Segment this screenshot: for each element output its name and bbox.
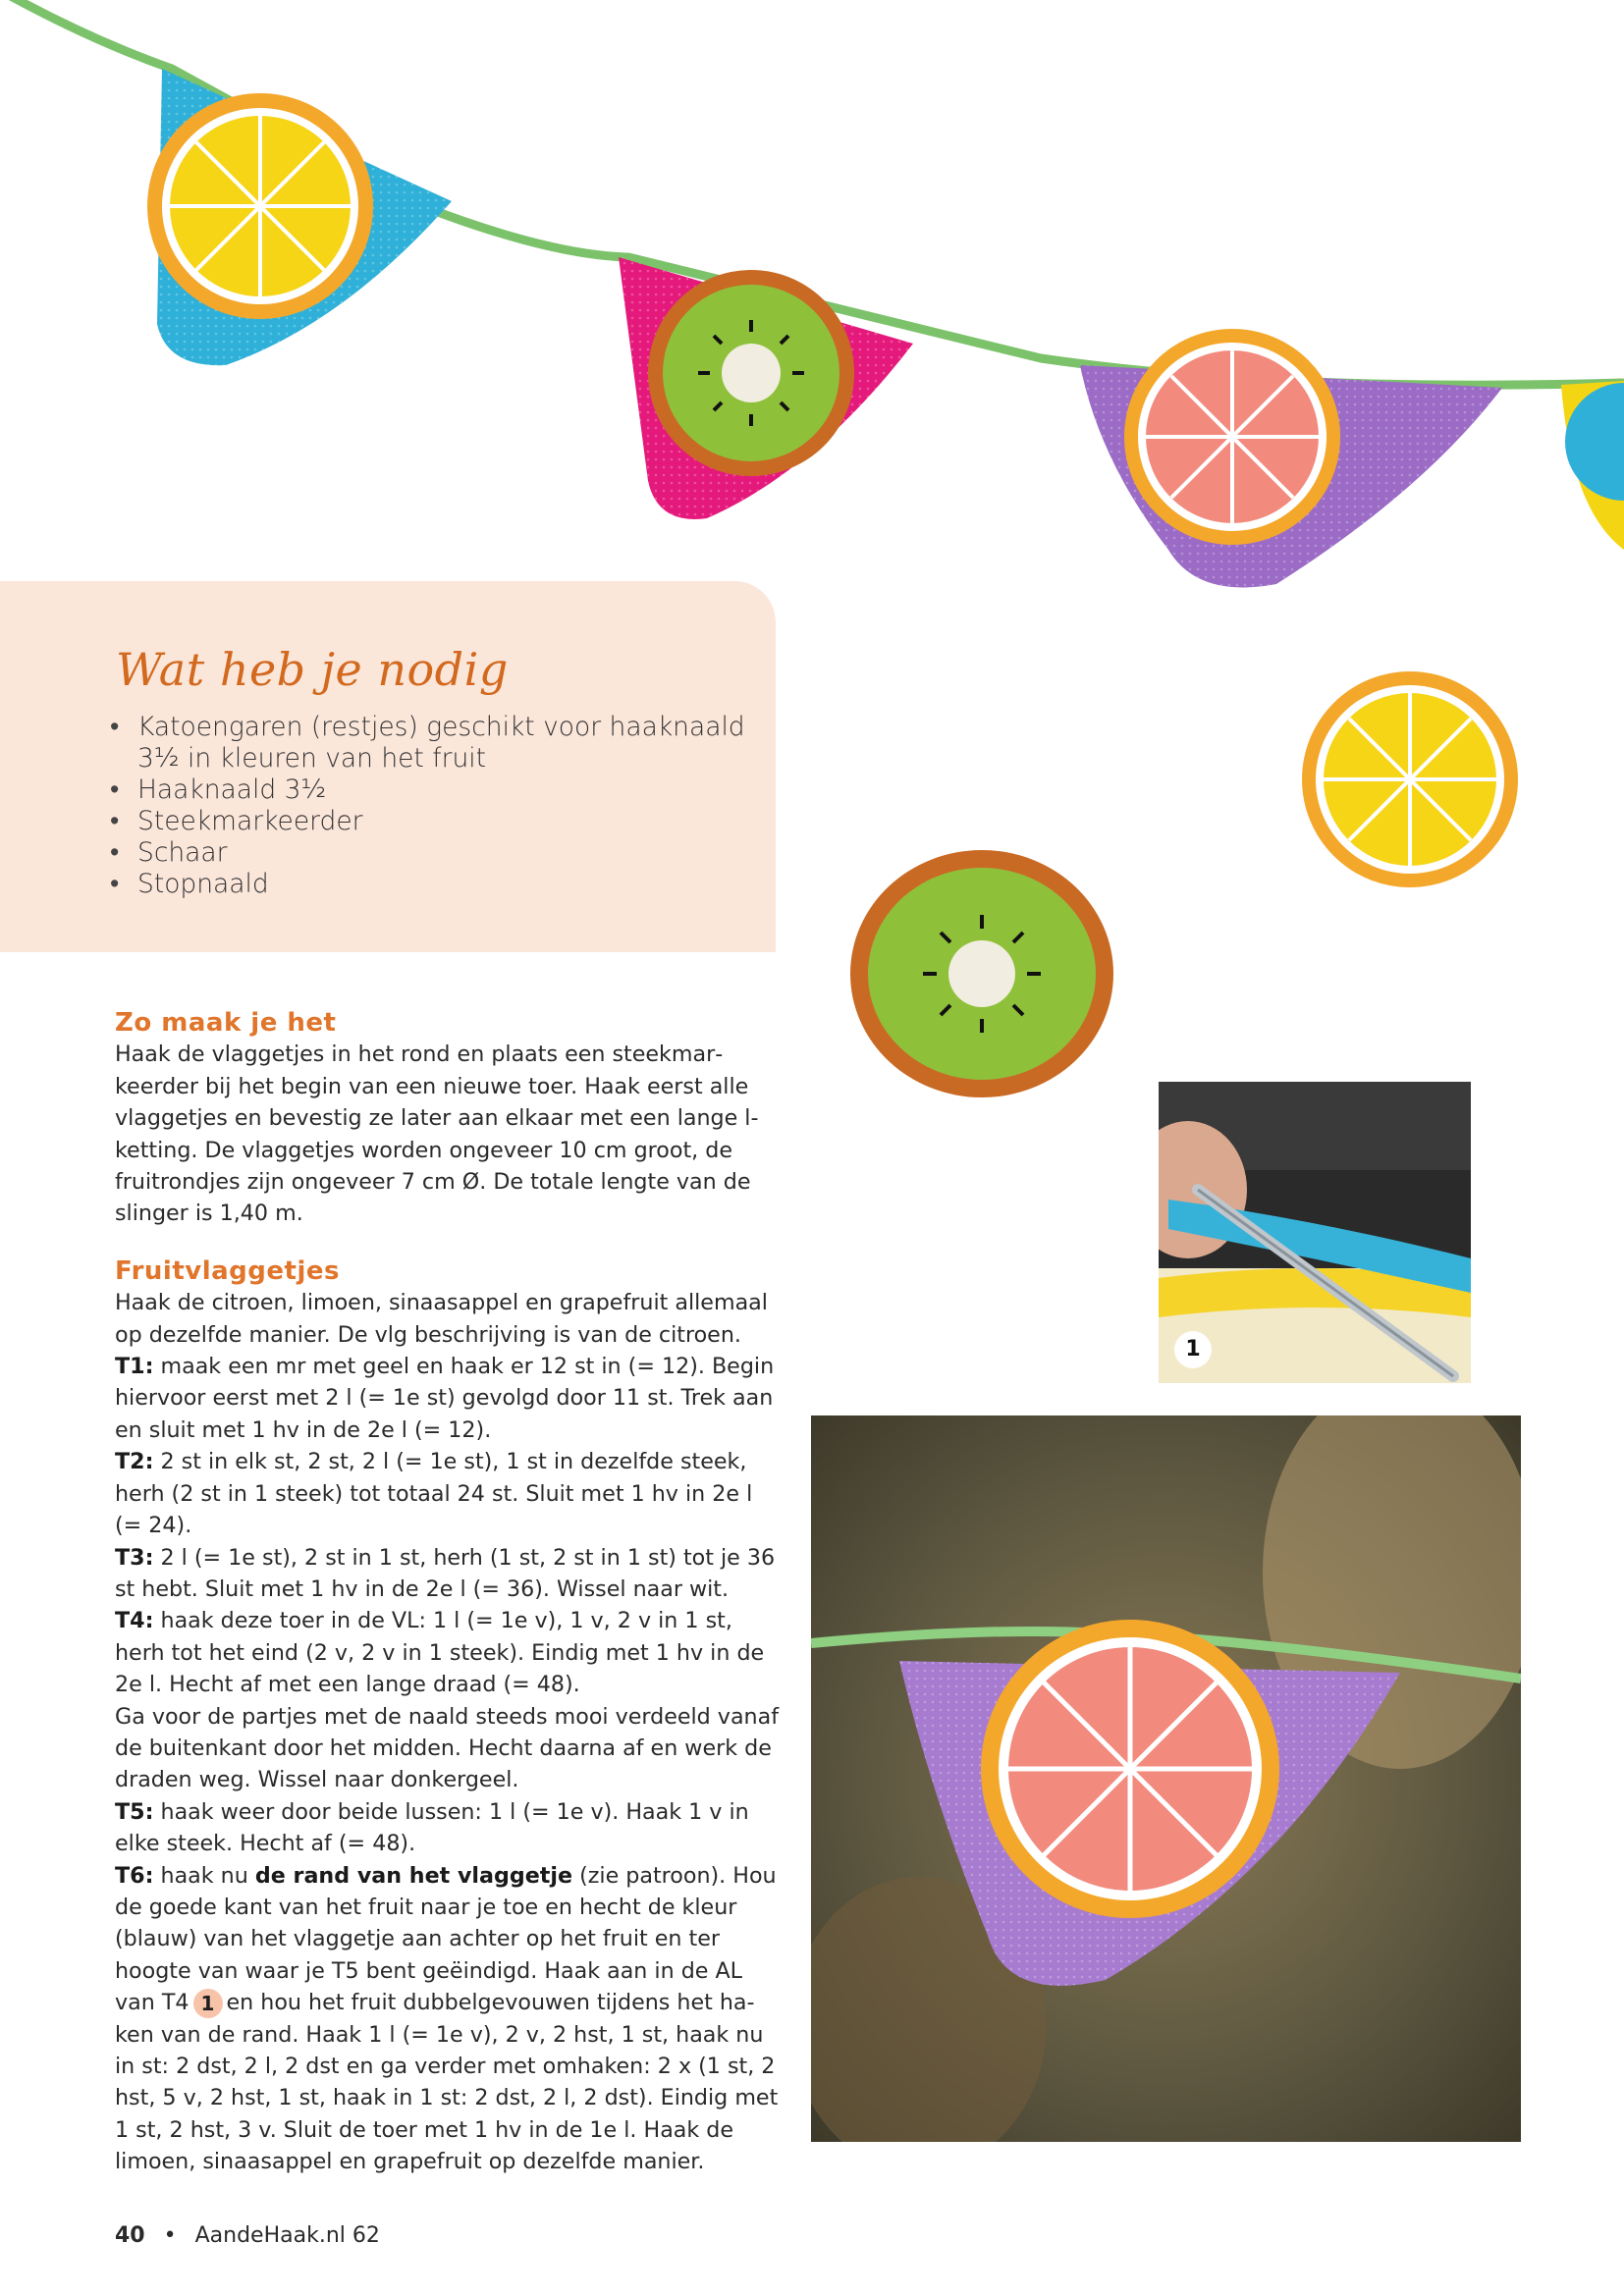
round-6: T6: haak nu de rand van het vlaggetje (zie patroon). Hou de goede kant van het fruit naar je toe en hecht de kleur (blauw) van het vlaggetje aan achter op het fruit en ter hoogte van waar je T5 bent geëindigd. Haak aan in de AL van T4 1 en hou het fruit dubbelgevouwen tijdens het haken van de rand. Haak 1 l (= 1e v), 2 v, 2 hst, 1 st, haak nu in st: 2 dst, 2 l, 2 dst en ga verder met omhaken: 2 x (1 st, 2 hst, 5 v, 2 hst, 1 st, haak in 1 st: 2 dst, 2 l, 2 dst). Eindig met 1 st, 2 hst, 3 v. Sluit de toer met 1 hv in de 1e l. Haak de limoen, sinaasappel en grapefruit op dezelfde manier.: [115, 1862, 779, 2175]
step-reference-badge: 1: [193, 1989, 223, 2018]
list-item: • Katoengaren (restjes) geschikt voor haaknaald 3½ in kleuren van het fruit: [110, 712, 746, 774]
grapefruit-flag-photo: [811, 1415, 1521, 2142]
list-item: • Schaar: [110, 837, 746, 869]
list-item: • Steekmarkeerder: [110, 806, 746, 837]
round-3: T3: 2 l (= 1e st), 2 st in 1 st, herh (1 st, 2 st in 1 st) tot je 36 st hebt. Sluit met 1 hv in de 2e l (= 36). Wissel naar wit.: [115, 1544, 776, 1602]
garland-photo: [0, 0, 1624, 589]
footer-separator: •: [163, 2223, 177, 2248]
lemon-flag: [147, 69, 452, 365]
list-item: • Stopnaald: [110, 869, 746, 900]
round-4-extra: Ga voor de partjes met de naald steeds mooi verdeeld vanaf de buitenkant door het midden. Hecht daarna af en werk de draden weg. Wissel naar donkergeel.: [115, 1703, 780, 1793]
needs-list: [110, 712, 746, 900]
magazine-name: AandeHaak.nl 62: [194, 2223, 380, 2248]
needs-title: Wat heb je nodig: [116, 643, 509, 696]
section-heading-fruit-flags: Fruitvlaggetjes: [115, 1255, 340, 1286]
section-heading-how: Zo maak je het: [115, 1008, 337, 1038]
page-number: 40: [115, 2223, 145, 2248]
round-2: T2: 2 st in elk st, 2 st, 2 l (= 1e st), 1 st in dezelfde steek, herh (2 st in 1 steek) tot totaal 24 st. Sluit met 1 hv in 2e l (= 24).: [115, 1449, 753, 1539]
list-item: • Haaknaald 3½: [110, 774, 746, 806]
section-text-how: Haak de vlaggetjes in het rond en plaats een steekmarkeerder bij het begin van een nieuwe toer. Haak eerst alle vlaggetjes en bevestig ze later aan elkaar met een lange l-ketting. De vlaggetjes worden ongeveer 10 cm groot, de fruitrondjes zijn ongeveer 7 cm Ø. De totale lengte van de slinger is 1,40 m.: [115, 1041, 759, 1227]
intro-text: Haak de citroen, limoen, sinaasappel en grapefruit allemaal op dezelfde manier. De vlg beschrijving is van de citroen.: [115, 1290, 768, 1348]
round-4: T4: haak deze toer in de VL: 1 l (= 1e v), 1 v, 2 v in 1 st, herh tot het eind (2 v, 2 v in 1 steek). Eindig met 1 hv in de 2e l. Hecht af met een lange draad (= 48).: [115, 1608, 765, 1698]
partial-flag: [1561, 381, 1624, 550]
kiwi-round-photo: [844, 844, 1119, 1104]
instructions-column: [115, 1007, 779, 2178]
lemon-round-photo: [1288, 669, 1532, 890]
round-1: T1: maak een mr met geel en haak er 12 st in (= 12). Begin hiervoor eerst met 2 l (= 1e st) gevolgd door 11 st. Trek aan en sluit met 1 hv in de 2e l (= 12).: [115, 1354, 775, 1443]
page-footer: [115, 2223, 380, 2248]
kiwi-flag: [616, 255, 1001, 519]
step-badge: 1: [1174, 1331, 1212, 1368]
round-5: T5: haak weer door beide lussen: 1 l (= 1e v). Haak 1 v in elke steek. Hecht af (= 48).: [115, 1798, 749, 1857]
